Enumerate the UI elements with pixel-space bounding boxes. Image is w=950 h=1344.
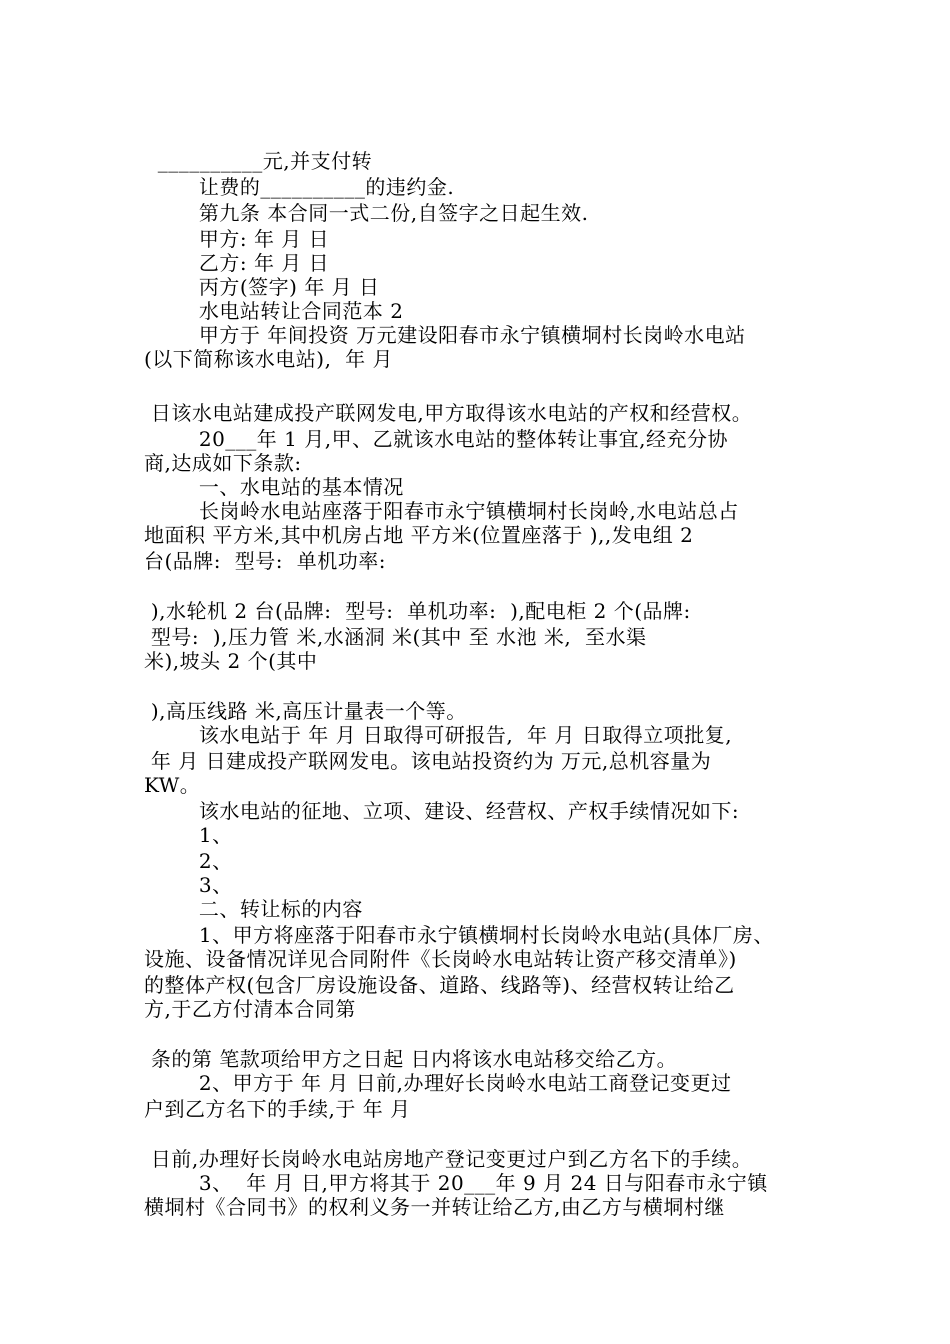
text-line: 水电站转让合同范本 2	[144, 299, 404, 323]
text-line: __________元,并支付转	[144, 149, 373, 173]
text-line: 台(品牌: 型号: 单机功率:	[144, 549, 386, 573]
text-line: 设施、设备情况详见合同附件《长岗岭水电站转让资产移交清单》)	[144, 947, 737, 971]
text-line: 的整体产权(包含厂房设施设备、道路、线路等)、经营权转让给乙	[144, 973, 735, 997]
text-line: 让费的__________的违约金.	[144, 175, 455, 199]
text-line: ),水轮机 2 台(品牌: 型号: 单机功率: ),配电柜 2 个(品牌:	[144, 599, 691, 623]
text-line: 甲方于 年间投资 万元建设阳春市永宁镇横垌村长岗岭水电站	[144, 323, 746, 347]
text-line: 3、 年 月 日,甲方将其于 20___年 9 月 24 日与阳春市永宁镇	[144, 1171, 768, 1195]
text-line: KW。	[144, 773, 201, 797]
text-line: 商,达成如下条款:	[144, 451, 302, 475]
text-line: 一、水电站的基本情况	[144, 475, 404, 499]
text-line: 第九条 本合同一式二份,自签字之日起生效.	[144, 201, 589, 225]
text-line: 型号: ),压力管 米,水涵洞 米(其中 至 水池 米, 至水渠	[144, 625, 647, 649]
text-line: ),高压线路 米,高压计量表一个等。	[144, 699, 467, 723]
text-line: 地面积 平方米,其中机房占地 平方米(位置座落于 ),,发电组 2	[144, 523, 694, 547]
text-line: 长岗岭水电站座落于阳春市永宁镇横垌村长岗岭,水电站总占	[144, 499, 739, 523]
text-line: 该水电站的征地、立项、建设、经营权、产权手续情况如下:	[144, 799, 740, 823]
text-line: 该水电站于 年 月 日取得可研报告, 年 月 日取得立项批复,	[144, 723, 733, 747]
text-line: 乙方: 年 月 日	[144, 251, 330, 275]
text-line: 横垌村《合同书》的权利义务一并转让给乙方,由乙方与横垌村继	[144, 1195, 725, 1219]
text-line: 年 月 日建成投产联网发电。该电站投资约为 万元,总机容量为	[144, 749, 712, 773]
text-line: 方,于乙方付清本合同第	[144, 997, 356, 1021]
text-line: 户到乙方名下的手续,于 年 月	[144, 1097, 411, 1121]
text-line: 20___年 1 月,甲、乙就该水电站的整体转让事宜,经充分协	[144, 427, 728, 451]
text-line: 2、甲方于 年 月 日前,办理好长岗岭水电站工商登记变更过	[144, 1071, 732, 1095]
text-line: 日该水电站建成投产联网发电,甲方取得该水电站的产权和经营权。	[144, 401, 753, 425]
text-line: (以下简称该水电站), 年 月	[144, 347, 394, 371]
text-line: 米),坡头 2 个(其中	[144, 649, 318, 673]
text-line: 1、甲方将座落于阳春市永宁镇横垌村长岗岭水电站(具体厂房、	[144, 923, 774, 947]
text-line: 3、	[144, 873, 233, 897]
text-line: 2、	[144, 849, 233, 873]
text-line: 丙方(签字) 年 月 日	[144, 275, 380, 299]
text-line: 二、转让标的内容	[144, 897, 363, 921]
text-line: 日前,办理好长岗岭水电站房地产登记变更过户到乙方名下的手续。	[144, 1147, 753, 1171]
text-line: 1、	[144, 823, 233, 847]
text-line: 条的第 笔款项给甲方之日起 日内将该水电站移交给乙方。	[144, 1047, 678, 1071]
text-line: 甲方: 年 月 日	[144, 227, 330, 251]
